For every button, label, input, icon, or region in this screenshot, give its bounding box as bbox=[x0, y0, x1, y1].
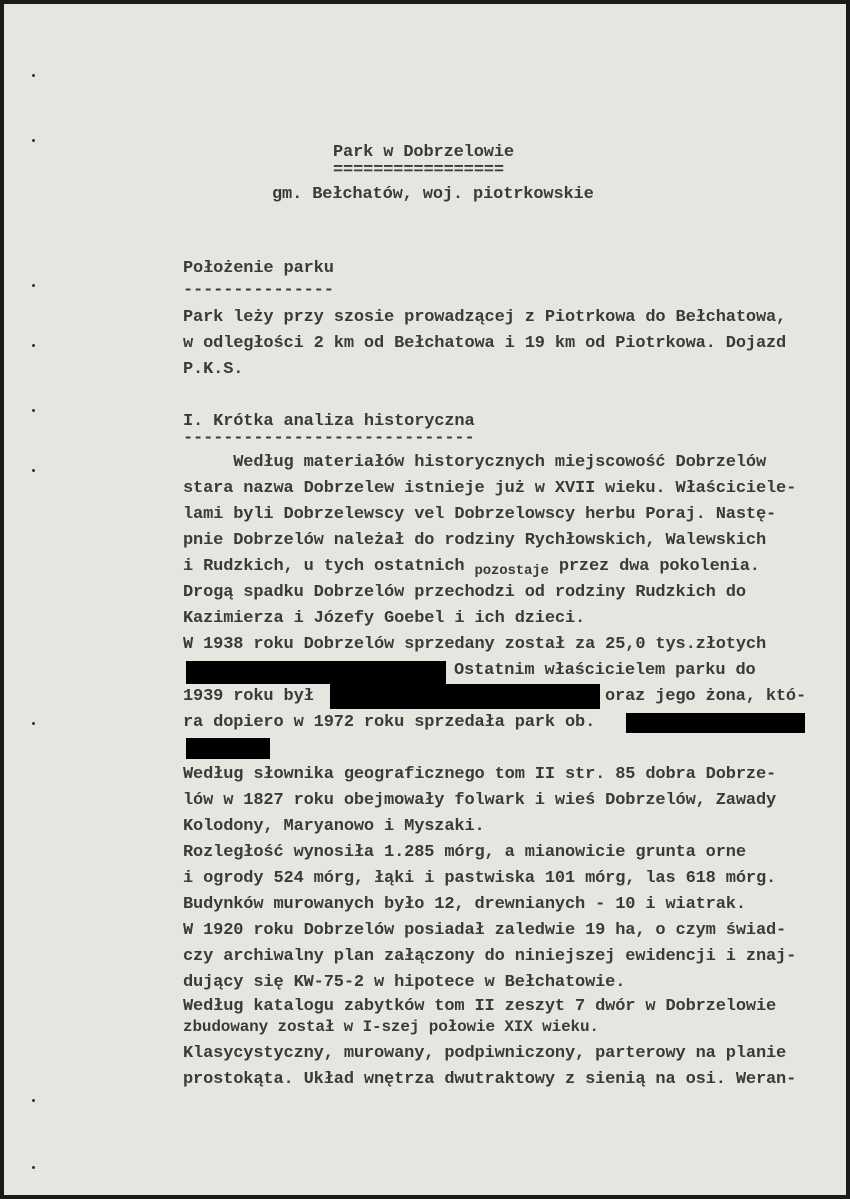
text-line: Budynków murowanych było 12, drewnianych - 10 i wiatrak. bbox=[183, 895, 746, 914]
text-line: zbudowany został w I-szej połowie XIX wieku. bbox=[183, 1018, 599, 1036]
section-heading-location: Położenie parku bbox=[183, 259, 334, 278]
text-line: Według materiałów historycznych miejscowość Dobrzelów bbox=[183, 453, 766, 472]
text-line: czy archiwalny plan załączony do niniejszej ewidencji i znaj- bbox=[183, 947, 797, 966]
section-heading-history: I. Krótka analiza historyczna bbox=[183, 412, 475, 431]
heading-underline: --------------- bbox=[183, 281, 334, 300]
heading-underline: ----------------------------- bbox=[183, 429, 475, 448]
text-line: pnie Dobrzelów należał do rodziny Rychłowskich, Walewskich bbox=[183, 531, 766, 550]
punch-mark bbox=[32, 469, 35, 472]
text-line: Kazimierza i Józefy Goebel i ich dzieci. bbox=[183, 609, 586, 628]
redaction-box bbox=[626, 713, 805, 733]
text-line: dujący się KW-75-2 w hipotece w Bełchatowie. bbox=[183, 973, 626, 992]
text-line: lami byli Dobrzelewscy vel Dobrzelowscy herbu Poraj. Nastę- bbox=[183, 505, 777, 524]
title-underline: ================= bbox=[333, 161, 504, 180]
text-line bbox=[183, 556, 760, 578]
text-line: oraz jego żona, któ- bbox=[605, 687, 807, 706]
punch-mark bbox=[32, 344, 35, 347]
punch-mark bbox=[32, 284, 35, 287]
text-line: Ostatnim właścicielem parku do bbox=[454, 661, 756, 680]
punch-mark bbox=[32, 74, 35, 77]
text-line: lów w 1827 roku obejmowały folwark i wieś Dobrzelów, Zawady bbox=[183, 791, 777, 810]
punch-mark bbox=[32, 139, 35, 142]
punch-mark bbox=[32, 722, 35, 725]
text-line: Według słownika geograficznego tom II str. 85 dobra Dobrze- bbox=[183, 765, 777, 784]
redaction-box bbox=[186, 661, 446, 684]
text-line: ra dopiero w 1972 roku sprzedała park ob. bbox=[183, 713, 596, 732]
punch-mark bbox=[32, 409, 35, 412]
text-segment: i Rudzkich, u tych ostatnich bbox=[183, 557, 475, 576]
text-line: P.K.S. bbox=[183, 360, 244, 379]
document-title: Park w Dobrzelowie bbox=[333, 143, 514, 162]
text-line: W 1920 roku Dobrzelów posiadał zaledwie 19 ha, o czym świad- bbox=[183, 921, 787, 940]
text-line: Kolodony, Maryanowo i Myszaki. bbox=[183, 817, 485, 836]
punch-mark bbox=[32, 1099, 35, 1102]
redaction-box bbox=[186, 738, 270, 759]
text-segment: przez dwa pokolenia. bbox=[548, 557, 760, 576]
text-line: Klasycystyczny, murowany, podpiwniczony, parterowy na planie bbox=[183, 1044, 787, 1063]
punch-mark bbox=[32, 1166, 35, 1169]
text-line: 1939 roku był bbox=[183, 687, 314, 706]
redaction-box bbox=[330, 684, 600, 709]
handwritten-insertion: pozostaje bbox=[474, 563, 549, 579]
text-line: Drogą spadku Dobrzelów przechodzi od rodziny Rudzkich do bbox=[183, 583, 746, 602]
text-line: W 1938 roku Dobrzelów sprzedany został za 25,0 tys.złotych bbox=[183, 635, 766, 654]
text-line: prostokąta. Układ wnętrza dwutraktowy z sienią na osi. Weran- bbox=[183, 1070, 797, 1089]
text-line: Rozległość wynosiła 1.285 mórg, a mianowicie grunta orne bbox=[183, 843, 746, 862]
text-line: w odległości 2 km od Bełchatowa i 19 km od Piotrkowa. Dojazd bbox=[183, 334, 787, 353]
document-subtitle: gm. Bełchatów, woj. piotrkowskie bbox=[272, 185, 594, 204]
text-line: Park leży przy szosie prowadzącej z Piotrkowa do Bełchatowa, bbox=[183, 308, 787, 327]
text-line: i ogrody 524 mórg, łąki i pastwiska 101 mórg, las 618 mórg. bbox=[183, 869, 777, 888]
text-line: stara nazwa Dobrzelew istnieje już w XVII wieku. Właściciele- bbox=[183, 479, 797, 498]
text-line: Według katalogu zabytków tom II zeszyt 7 dwór w Dobrzelowie bbox=[183, 997, 777, 1016]
